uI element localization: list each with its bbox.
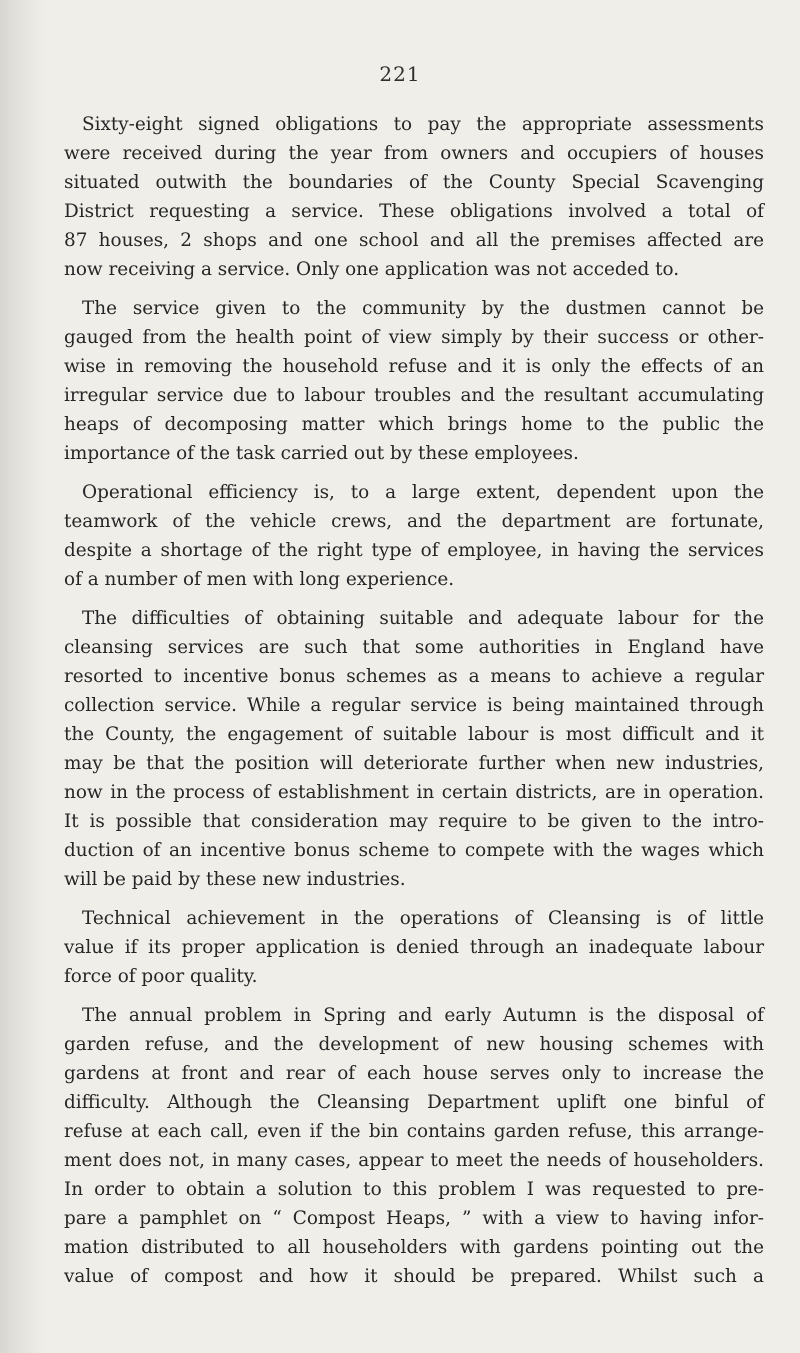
text-line: teamwork of the vehicle crews, and the department are fortunate,	[64, 511, 764, 532]
text-line: The service given to the community by the dustmen cannot be	[82, 298, 764, 319]
text-line: force of poor quality.	[64, 966, 258, 987]
text-line: pare a pamphlet on “ Compost Heaps, ” with a view to having infor-	[64, 1208, 764, 1229]
paragraph-garden-refuse	[64, 1001, 764, 1291]
text-line: value if its proper application is denied through an inadequate labour	[64, 937, 764, 958]
page-number: 221	[379, 62, 421, 86]
text-line: duction of an incentive bonus scheme to compete with the wages which	[64, 840, 764, 861]
text-line: gardens at front and rear of each house serves only to increase the	[64, 1063, 764, 1084]
text-line: The annual problem in Spring and early Autumn is the disposal of	[82, 1005, 764, 1026]
text-line: refuse at each call, even if the bin contains garden refuse, this arrange-	[64, 1121, 764, 1142]
text-line: the County, the engagement of suitable labour is most difficult and it	[64, 724, 764, 745]
text-line: gauged from the health point of view simply by their success or other-	[64, 327, 764, 348]
text-line: District requesting a service. These obligations involved a total of	[64, 201, 764, 222]
text-line: difficulty. Although the Cleansing Department uplift one binful of	[64, 1092, 764, 1113]
text-line: resorted to incentive bonus schemes as a means to achieve a regular	[64, 666, 764, 687]
paragraph-operational-efficiency	[64, 478, 764, 594]
text-line: irregular service due to labour troubles and the resultant accumulating	[64, 385, 764, 406]
text-line: cleansing services are such that some authorities in England have	[64, 637, 764, 658]
paragraph-dustmen-service	[64, 294, 764, 468]
text-line: despite a shortage of the right type of employee, in having the services	[64, 540, 764, 561]
paragraph-scavenging-obligations	[64, 110, 764, 284]
text-line: situated outwith the boundaries of the County Special Scavenging	[64, 172, 764, 193]
paragraph-technical-achievement	[64, 904, 764, 991]
text-line: 87 houses, 2 shops and one school and all the premises affected are	[64, 230, 764, 251]
text-line: of a number of men with long experience.	[64, 569, 455, 590]
text-line: The difficulties of obtaining suitable and adequate labour for the	[82, 608, 764, 629]
text-line: importance of the task carried out by these employees.	[64, 443, 579, 464]
text-line: value of compost and how it should be prepared. Whilst such a	[64, 1266, 764, 1287]
text-line: collection service. While a regular service is being maintained through	[64, 695, 764, 716]
text-line: Sixty-eight signed obligations to pay the appropriate assessments	[82, 114, 764, 135]
text-line: now receiving a service. Only one application was not acceded to.	[64, 259, 680, 280]
text-line: now in the process of establishment in certain districts, are in operation.	[64, 782, 764, 803]
text-line: were received during the year from owners and occupiers of houses	[64, 143, 764, 164]
text-line: ment does not, in many cases, appear to meet the needs of householders.	[64, 1150, 764, 1171]
text-line: garden refuse, and the development of new housing schemes with	[64, 1034, 764, 1055]
text-line: In order to obtain a solution to this problem I was requested to pre-	[64, 1179, 764, 1200]
text-line: may be that the position will deteriorate further when new industries,	[64, 753, 764, 774]
text-line: will be paid by these new industries.	[64, 869, 406, 890]
text-line: It is possible that consideration may require to be given to the intro-	[64, 811, 764, 832]
text-line: wise in removing the household refuse and it is only the effects of an	[64, 356, 764, 377]
text-line: Technical achievement in the operations of Cleansing is of little	[82, 908, 764, 929]
paragraph-labour-difficulties	[64, 604, 764, 894]
text-line: mation distributed to all householders with gardens pointing out the	[64, 1237, 764, 1258]
body-text	[64, 110, 764, 1301]
page-gutter-shadow	[0, 0, 46, 1353]
text-line: heaps of decomposing matter which brings home to the public the	[64, 414, 764, 435]
text-line: Operational efficiency is, to a large extent, dependent upon the	[82, 482, 764, 503]
